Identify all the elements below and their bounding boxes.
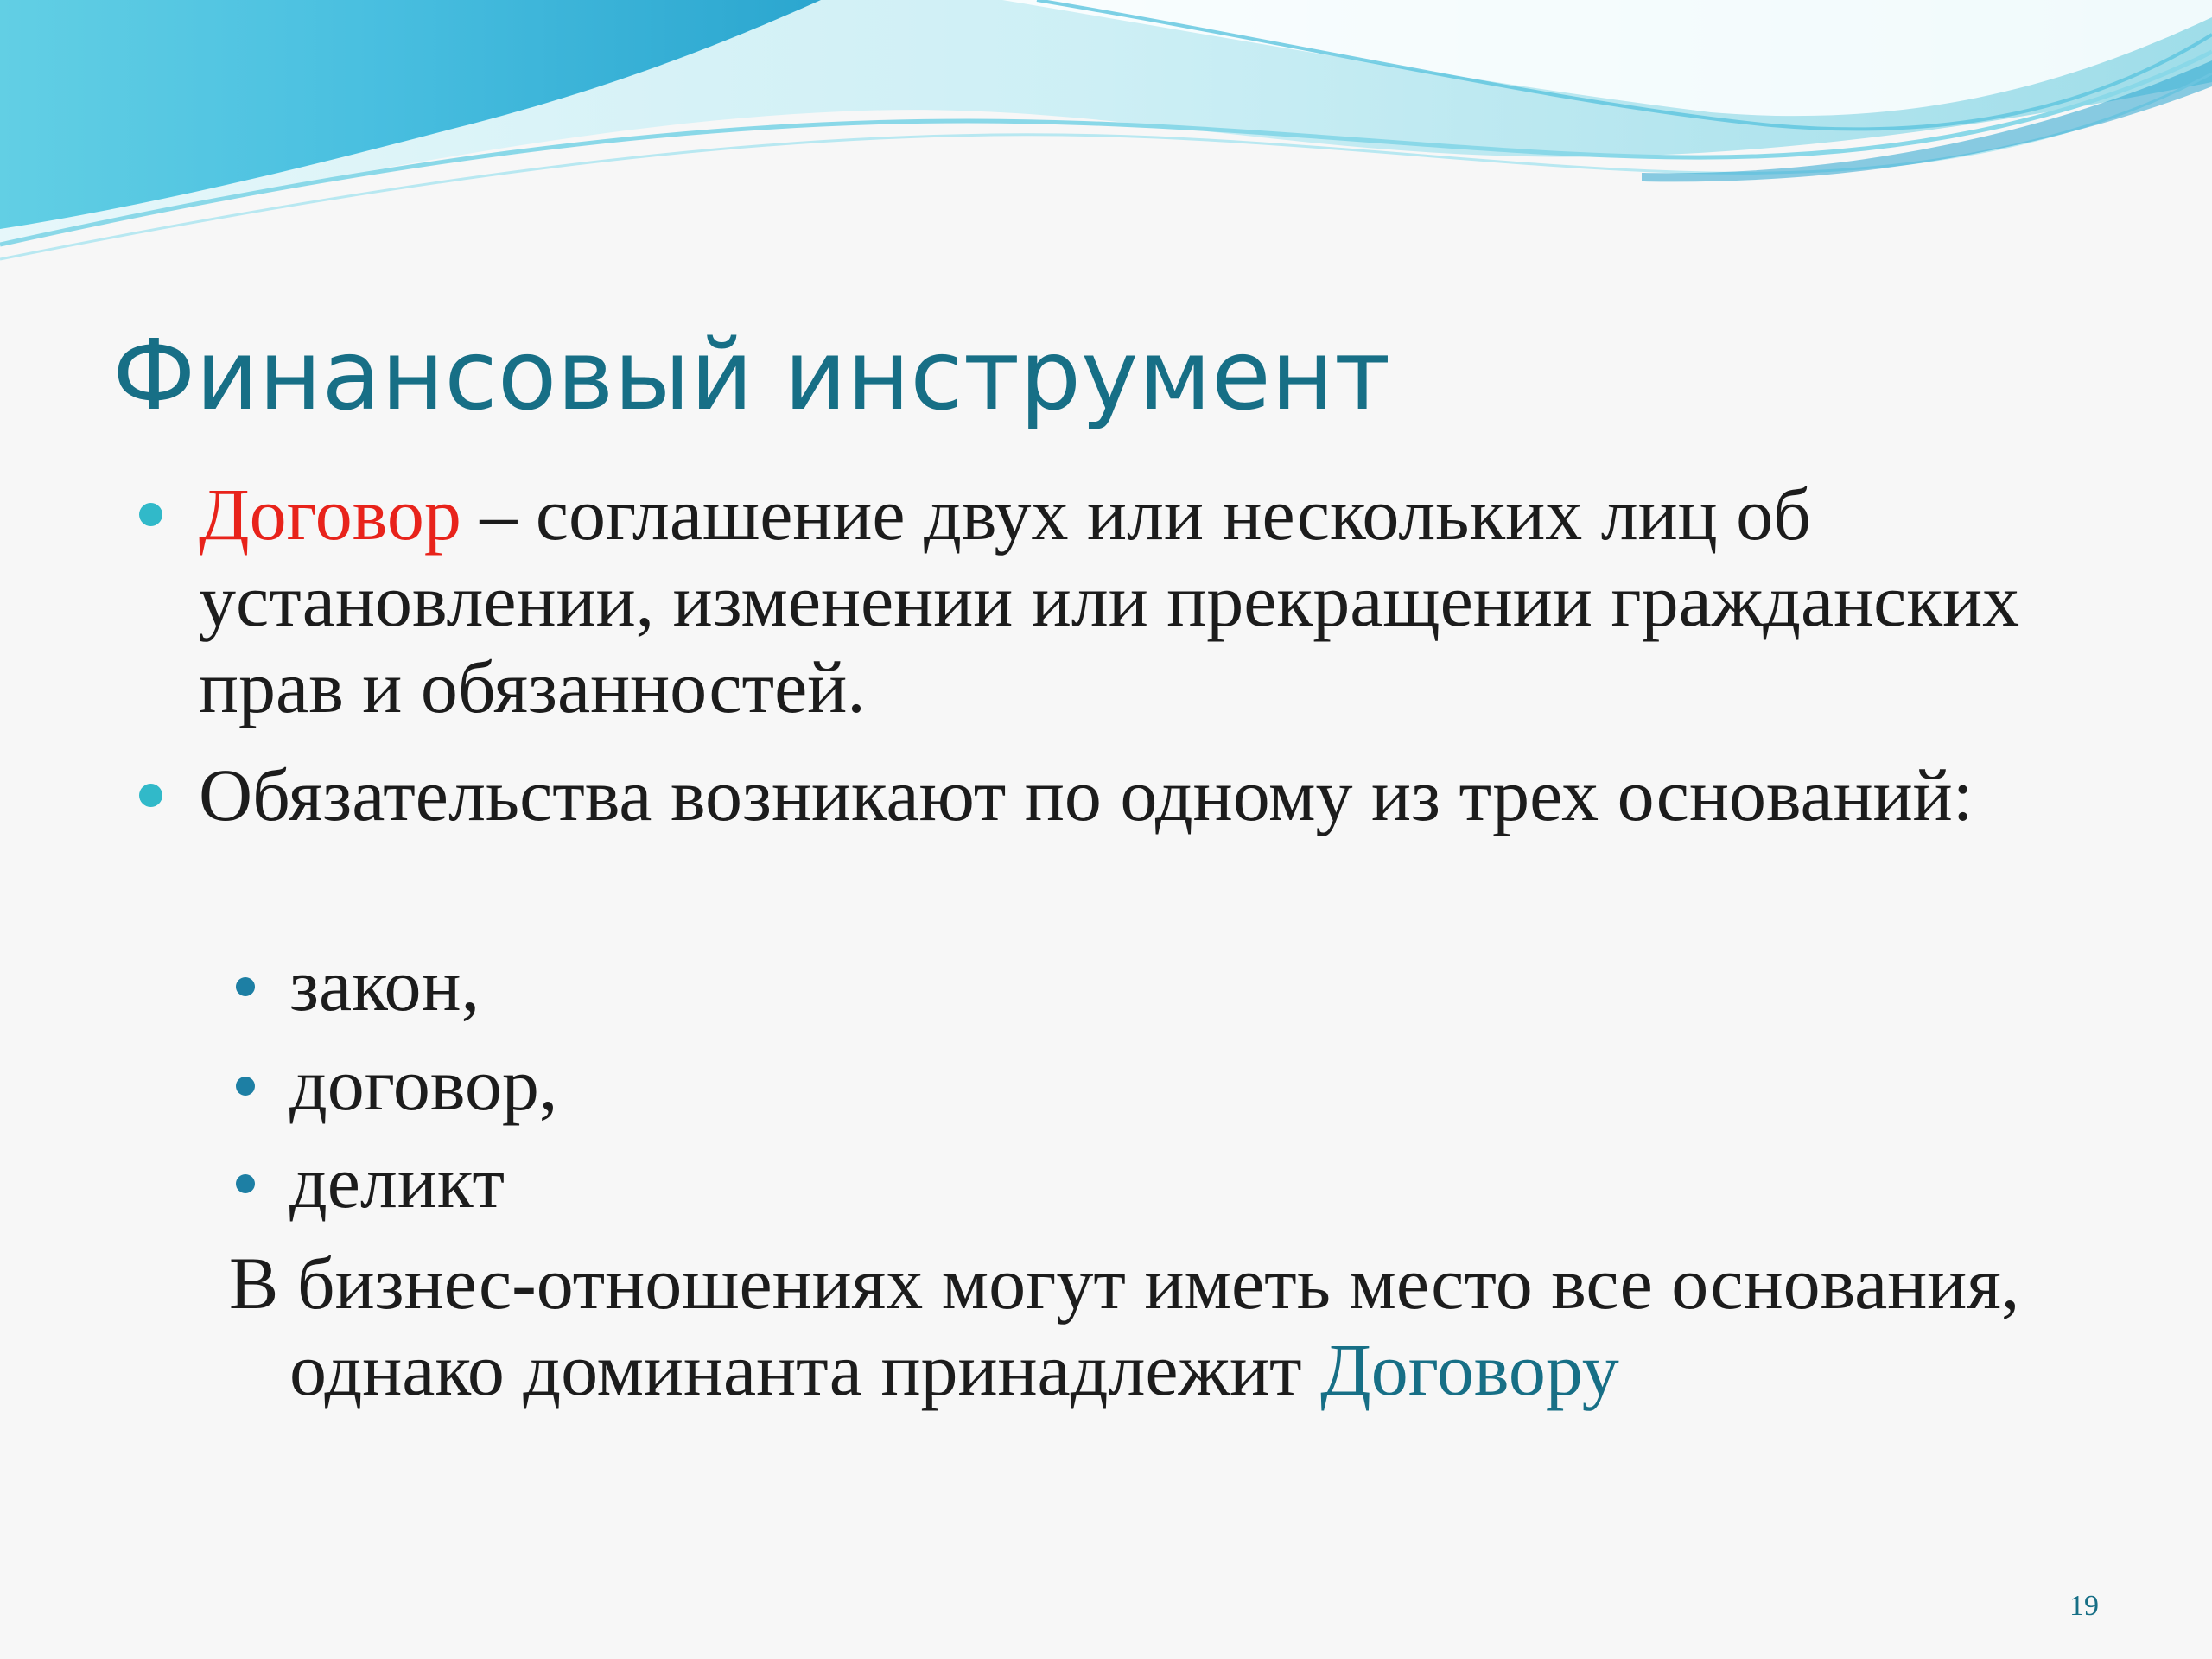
sub-bullet-item — [289, 942, 2018, 1028]
bullet-dot-icon — [139, 503, 162, 526]
bullet-item-obligations — [199, 752, 2100, 838]
decorative-wave-banner — [0, 0, 2212, 285]
sub-bullet-dot-icon — [236, 1077, 255, 1096]
note-text: В бизнес-отношениях могут иметь место все основания, однако доминанта принадлежит — [229, 1242, 2020, 1411]
sub-bullet-dot-icon — [236, 1174, 255, 1193]
page-number: 19 — [2069, 1590, 2099, 1622]
contract-definition-text: – соглашение двух или нескольких лиц об установлении, изменении или прекращении гражданских прав и обязанностей. — [199, 473, 2020, 728]
term-contract-dative: Договору — [1320, 1328, 1619, 1411]
slide-title: Финансовый инструмент — [112, 320, 1391, 432]
sub-bullet-item — [289, 1139, 2018, 1225]
term-contract: Договор — [199, 473, 461, 556]
bullet-item-contract-definition — [199, 471, 2100, 730]
sub-bullet-item — [289, 1041, 2018, 1128]
bullet-dot-icon — [139, 784, 162, 807]
sub-bullet-text: деликт — [289, 1141, 505, 1224]
sub-bullet-text: договор, — [289, 1043, 558, 1126]
obligations-text: Обязательства возникают по одному из трех оснований: — [199, 753, 1974, 836]
business-relations-note — [229, 1240, 2147, 1413]
sub-bullet-dot-icon — [236, 977, 255, 996]
sub-bullet-text: закон, — [289, 944, 480, 1027]
